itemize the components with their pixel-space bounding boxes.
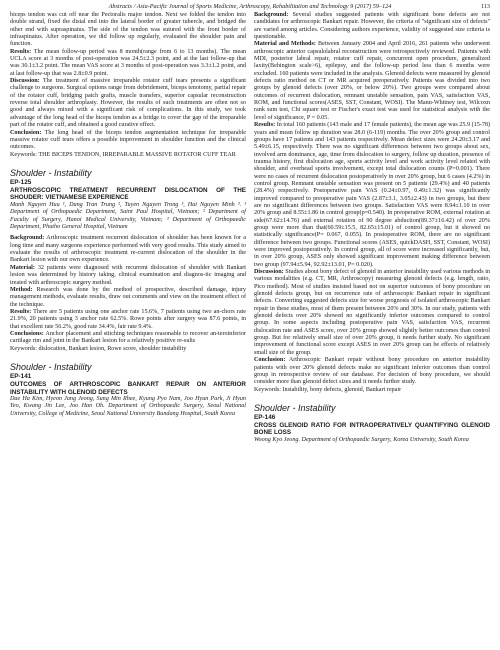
abstract-code: EP-141 <box>10 372 32 380</box>
conclusion-text: Arthroscopic Bankart repair without bony procedure on anterior instability patients with over 20% glenoid defects make no significant inferior outcomes than control group in retrospective review of our database. For decision of bony procedure, we should consider more than glenoid defect sizes and it needs further study. <box>254 357 490 386</box>
discussion-label: Discussion: <box>10 78 40 85</box>
discussion-text: Studies about bony defect of glenoid in anterior instability used various methods in various modalities (e.g. CT, MR, Arthroscopy) measuring glenoid defects (e.g. length, ratio, Pico method). Most of studies insisted based not on superior outcomes of bony procedure on glenoid defects group, but on recurrence rate of arthroscopic Bankart repair in significant defects. Converting suggested defects size for worse prognosis of isolated arthroscopic Bankart repair in these studies, most of them present between 20% and 30%. In our study, patients with glenoid defects over 20% showed no significantly inferior outcomes compared to control group. In some aspects including postoperative pain VAS, satisfaction VAS, recurrent dislocation rate and ASES score, over 20% group showed slightly better outcomes than control group. But for relatively small size of over 20% group, it needs further study. No significant improvement of functional score except ASES in over 20% group can be effects of relatively small size of the group. <box>254 269 490 356</box>
abstract-title: ARTHROSCOPIC TREATMENT RECURRENT DISLOCATION OF THE SHOUDER: VIETNAMESE EXPERIENCE <box>10 186 246 202</box>
results-label: Results: <box>254 122 276 129</box>
abstract-title: CROSS GLENOID RATIO FOR INTRAOPERATIVELY QUANTIFYING GLENOID BONE LOSS <box>254 421 490 437</box>
background-paragraph <box>10 235 246 264</box>
keywords: Keywords: dislocation, Bankart lesion, Rowe score, shoulder instability <box>10 345 187 352</box>
author-list: Dae Ha Kim, Hyeon Jang Jeong, Sung Min Rhee, Kyung Pyo Nam, Joo Hyun Park, Ji Hyun Yeo, Kwang Jin Lee, Joo Han Oh. Department of Orthopaedic Surgery, Seoul National University, College of Medicine, Seoul National University Bundang Hospital, South Korea <box>10 396 246 417</box>
conclusion-paragraph <box>254 357 490 386</box>
conclusion-label: Conclusion: <box>10 129 42 136</box>
running-header <box>10 3 490 12</box>
background-text: Several studies suggested patients with significant bone defects are not candidates for arthroscopic Bankart repair. However, the criteria of "significant size of defects" are varied among articles. Considering authors experience, validity of suggested size criteria is questionable. <box>254 12 490 41</box>
discussion-paragraph <box>10 78 246 129</box>
keywords: Keywords: THE BICEPS TENDON, IRREPARABLE MASSIVE ROTATOR CUFF TEAR <box>10 151 236 158</box>
results-paragraph <box>254 122 490 269</box>
methods-text: Between January 2004 and April 2016, 261 patients who underwent arthroscopic anterior capsulolabral reconstruction were retrospectively reviewed. Patients with MDI, posterior labral repair, rotator cuff repair, concurrent open procedure, generalized laxity(Behington scale>6), epilepsy, and the follow-up period less than 6 months were excluded. 160 patients were included in the analysis. Glenoid defects were measured by glenoid defects ratio method on CT or MR acquired preoperatively. Patients was divided into two groups by glenoid defects (over 20%, or below 20%). Two groups were compared about outcomes of recurrent dislocation, remnant unstable sensation, pain VAS, satisfaction VAS, ROM, and functional scores(ASES, SST, Constant, WOSI). The Mann-Whitney test, Wilcoxn rank sum test, Chi square test or Fischer's exact test was used for statistical analysis with the level of significance, P = 0.05. <box>254 41 491 121</box>
section-heading: Shoulder - Instability <box>254 402 336 413</box>
conclusion-text: Anchor placement and stitching techniques reasonable to recover an-teroinferior cartilage rim and joint in the Bankart lesion for a relatively positive re-sults <box>10 330 246 345</box>
abstract-code: EP-146 <box>254 413 276 421</box>
author-list: Manh Nguyen Huu ¹, Dung Tran Trung ², Tuyen Nguyen Trong ³, Hai Nguyen Minh ³. ¹ Department of Orthopaedic Department, Saint Paul Hospital, Vietnam; ² Department of Faculty of Surgery, Hanoi Medical University, Vietnam; ³ Department of Orthopaedic Department, Phutho General Hospital, Vietnam <box>10 202 246 231</box>
section-heading: Shoulder - Instability <box>10 167 92 178</box>
left-column <box>10 12 246 444</box>
background-label: Background: <box>10 235 45 242</box>
background-label: Background: <box>254 12 289 18</box>
abstract-code: EP-125 <box>10 178 32 186</box>
background-paragraph <box>254 12 490 41</box>
method-label: Method: <box>10 286 33 293</box>
results-text: There are 5 patients using one anchor rate 15.6%, 7 patients using two an-chors rate 21.9%, 20 patients using 3 anchor rate 62.5%. Rowe points after surgery was 87.6 points, in that excellent rate 56.2%, good rate 34.4%, fair rate 9.4%. <box>10 308 246 330</box>
method-text: Research was done by the method of prospective, described damage, injury management methods, evaluate results, draw out comments and view on the treatment effect of the technique. <box>10 286 246 308</box>
author-list: Woong Kyo Jeong. Department of Orthopaedic Surgery, Korea University, South Korea <box>254 437 469 444</box>
conclusion-text: The long head of the biceps tendon augmentation technique for irreparable massive rotator cuff tears offers a possible improvement in shoulder function and the clinical outcomes. <box>10 129 246 151</box>
conclusion-label: Conclusions: <box>10 330 44 337</box>
conclusion-label: Conclusion: <box>254 357 286 364</box>
methods-paragraph <box>254 41 490 122</box>
background-text: Arthroscopic treatment recurrent dislocation of shoulder has been known for a long time and many surgeons experience performed with very good results. This study aimed to evaluate the results of arthroscopic treatment re-current dislocation of the shoulder in the Bankart lesion with our own experience. <box>10 235 246 264</box>
results-label: Results: <box>10 308 32 315</box>
right-column <box>254 12 490 444</box>
results-text: In total 160 patients (143 male and 17 female patients), the mean age was 25.9 (15-78) years and mean follow up duration was 28.0 (6-119) months. The over 20% group and control groups have 17 patients and 143 patients respectively. Mean defect sizes were 24.20±3.17 and 5.49±6.15, respectively. There was no significant differences between two groups about sex, involved arm dominance, age, time from dislocation to surgery, follow up duration, presence of trauma history, first dislocation age, sports activity level and work activity level related with shoulder, and overhead sports involvement, except total dislocation counts (P=0.001). There were no cases of recurrent dislocation postoperatively in over 20% group, but 6 cases (4.2%) in control group. Remnant unstable sensation was present on 5 patients (29.4%) and 40 patients (28.4%) respectively. Postoperative pain VAS (0.24±0.97, 0.49±1.32) was significantly improved compared to preoperative pain VAS (2.87±3.1, 3.05±2.43) in two groups, but there are no significant differences between two groups. Satisfaction VAS were 8.94±1.10 in over 20% group and 8.55±1.86 in control group(p=0.540). In preoperative ROM, external rotation at side(67.62±14.76) and external rotation of 90 degree abduction(89.37±16.42) of over 20% group were more than that(60.59±15.5, 82.65±15.01) of control group, but it showed no statistically significance(P= 0.067, 0.055). In postoperative ROM, there are no significant difference between two groups. Functional scores (ASES, quickDASH, SST, Constant, WOSI) were improved postoperatively. In control group, all of score were increased significantly, but, in over 20% group, ASES only showed significant improvement making difference between two group (97.94±5.94, 92.92±13.01, P= 0.020). <box>254 122 490 268</box>
section-heading: Shoulder - Instability <box>10 361 92 372</box>
keywords: Keywords: Instability, bony defects, glenoid, Bankart repair <box>254 386 402 393</box>
conclusion-paragraph <box>10 331 246 346</box>
material-label: Material: <box>10 264 35 271</box>
intro-paragraph: biceps tendon was cut off near the Pectoralis major tendon. Next we folded the tendon into double strand, fixed the distal end into the lateral border of greater tubercle, and bridged the other end with supraspinatus. The side of the tendon was sutured with the front border of infraspinatus. After operation, we did follow up regularly, evaluated the shoulder pain and function. <box>10 12 246 48</box>
discussion-paragraph <box>254 269 490 357</box>
conclusion-paragraph <box>10 130 246 152</box>
page-number: 113 <box>480 3 490 10</box>
discussion-label: Discussion: <box>254 269 284 276</box>
material-paragraph <box>10 265 246 287</box>
methods-label: Material and Methods: <box>254 41 316 48</box>
running-title: Abstracts / Asia-Pacific Journal of Sports Medicine, Arthroscopy, Rehabilitation and Technology 9 (2017) 59–124 <box>108 3 392 10</box>
abstract-title: OUTCOMES OF ARTHROSCOPIC BANKART REPAIR ON ANTERIOR INSTABILITY WITH GLENOID DEFECTS <box>10 380 246 396</box>
results-label: Results: <box>10 48 32 55</box>
results-text: The mean follow-up period was 8 month(range from 6 to 13 months). The mean UCLA score at 3 months of post-operation was 24.5±2.3 point, and at the last follow-up that was 30.1±3.2 point. The mean VAS score at 3 months of post-operation was 3.3±1.2 point, and at last follow-up that was 2.8±0.9 point. <box>10 48 246 77</box>
method-paragraph <box>10 287 246 309</box>
results-paragraph <box>10 49 246 78</box>
results-paragraph <box>10 309 246 331</box>
discussion-text: The treatment of massive irreparable rotator cuff tears presents a significant challenge to surgeons. Surgical options range from debridement, biceps tenotomy, partial repair of the rotator cuff, bridging patch grafts, muscle transfers, superior capsular reconstruction reverse total shoulder arthroplasty. However, the results of such treatments are often not so good and always mixed with a significant risk of complications. In this study, we took advantage of the long head of the biceps tendon as a bridge to cover the gap of the irreparable part of the rotator cuff, and obtained a good curative effect. <box>10 78 246 129</box>
material-text: 32 patients were diagnosed with recurrent dislocation of shoulder with Bankart lesion was determined by history taking, clinical examination and diagnos-tic imaging and treated with arthroscopic surgery method. <box>10 264 246 286</box>
